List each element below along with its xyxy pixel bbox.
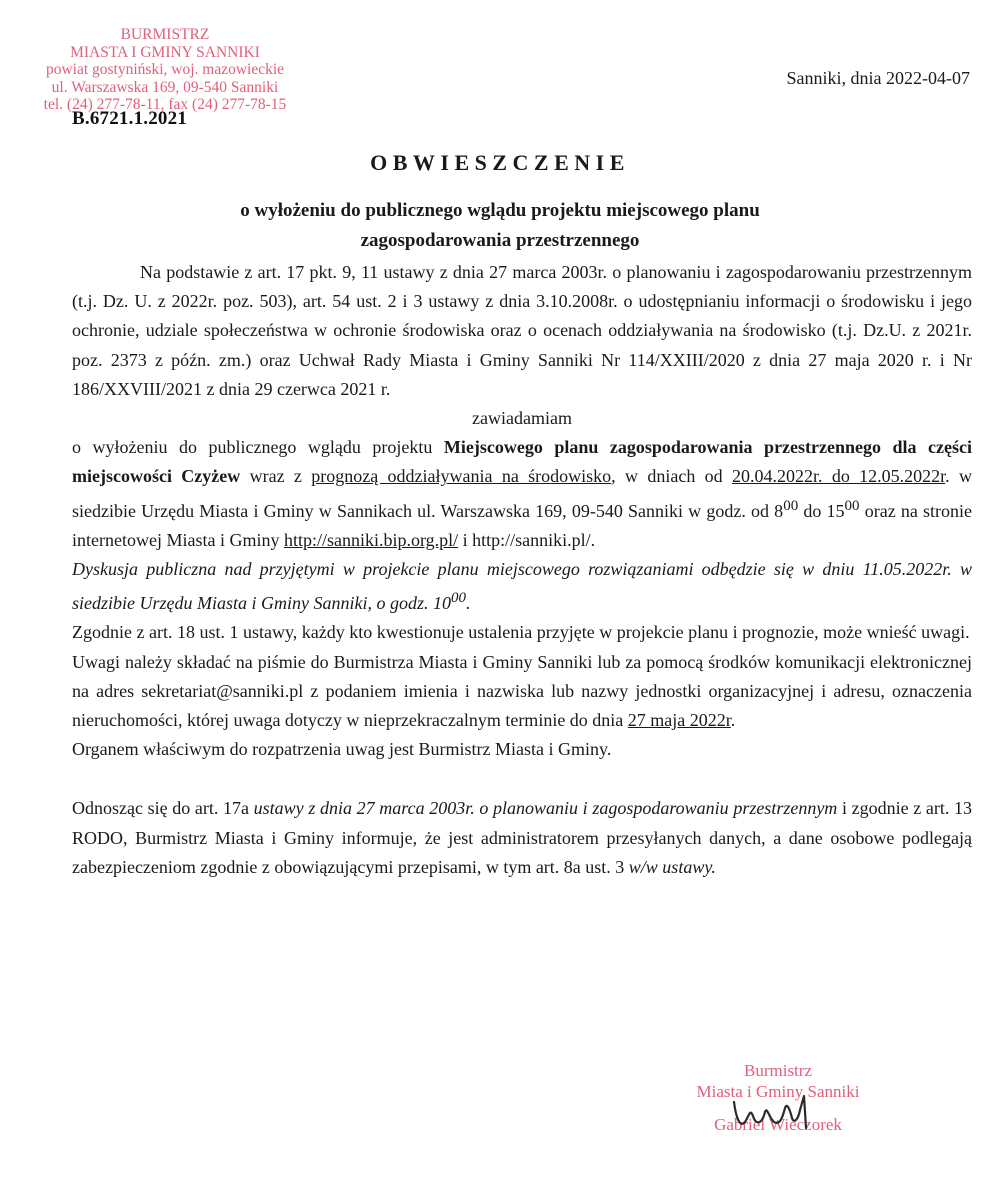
stamp-line-4: ul. Warszawska 169, 09-540 Sanniki — [51, 78, 279, 96]
italic-span: ustawy z dnia 27 marca 2003r. o planowaniu i zagospodarowaniu przestrzennym — [253, 798, 838, 819]
place-date: Sanniki, dnia 2022-04-07 — [786, 68, 970, 88]
italic-span: w/w ustawy. — [628, 856, 716, 877]
exposure-paragraph — [72, 433, 972, 555]
text-span: Dyskusja publiczna nad przyjętymi w projekcie planu miejscowego rozwiązaniami odbędzie się w dniu 11.05.2022r. w siedzibie Urzędu Miasta i Gminy Sanniki, o godz. 10 — [72, 559, 972, 614]
subtitle-line-1: o wyłożeniu do publicznego wglądu projektu miejscowego planu — [240, 200, 760, 221]
rodo-paragraph — [72, 794, 972, 882]
stamp-line-2: MIASTA I GMINY SANNIKI — [70, 43, 260, 61]
superscript: 00 — [450, 590, 466, 607]
superscript: 00 — [844, 497, 860, 514]
text-span: oraz na stronie internetowej Miasta i Gminy — [72, 500, 973, 550]
plan-name: Miejscowego planu zagospodarowania przestrzennego dla części miejscowości Czyżew — [72, 437, 972, 487]
text-span: , w dniach od — [611, 466, 732, 487]
reference-number: B.6721.1.2021 — [72, 108, 188, 129]
text-span: i zgodnie z art. 13 RODO, Burmistrz Miasta i Gminy informuje, że jest administratorem przesyłanych danych, a dane osobowe podlegają zabezpieczeniom zgodnie z obowiązującymi przepisami, w tym art. 8a ust. 3 — [72, 798, 972, 877]
stamp-line-1: BURMISTRZ — [120, 26, 210, 43]
signature-line-1: Burmistrz — [744, 1061, 812, 1080]
text-span: i http://sanniki.pl/. — [458, 529, 596, 550]
superscript: 00 — [783, 497, 799, 514]
text-span: o wyłożeniu do publicznego wglądu projektu — [72, 437, 444, 458]
notify-word: zawiadamiam — [472, 408, 572, 429]
text-span: wraz z — [240, 466, 312, 487]
document-subtitle — [0, 196, 1000, 256]
deadline-date: 27 maja 2022r — [627, 710, 731, 731]
signature-line-2: Miasta i Gminy Sanniki — [696, 1082, 860, 1101]
document-body — [72, 258, 972, 882]
public-discussion-paragraph — [72, 555, 972, 618]
text-span: do 15 — [798, 500, 845, 521]
legal-basis-paragraph: Na podstawie z art. 17 pkt. 9, 11 ustawy z dnia 27 marca 2003r. o planowaniu i zagospodarowaniu przestrzennym (t.j. Dz. U. z 2022r. poz. 503), art. 54 ust. 2 i 3 ustawy z dnia 3.10.2008r. o udostępnianiu informacji o środowisku i jego ochronie, udziale społeczeństwa w ochronie środowiska oraz o ocenach oddziaływania na środowisko (t.j. Dz.U. z 2021r. poz. 2373 z późn. zm.) oraz Uchwał Rady Miasta i Gminy Sanniki Nr 114/XXIII/2020 z dnia 27 maja 2020 r. i Nr 186/XXVIII/2021 z dnia 29 czerwca 2021 r. — [72, 262, 972, 399]
signature-name: Gabriel Wieczorek — [714, 1115, 842, 1134]
objection-paragraph: Zgodnie z art. 18 ust. 1 ustawy, każdy kto kwestionuje ustalenia przyjęte w projekcie planu i prognozie, może wnieść uwagi. — [72, 622, 970, 643]
forecast-link[interactable]: prognozą oddziaływania na środowisko — [311, 466, 612, 487]
text-span: . — [730, 710, 736, 731]
stamp-line-5: tel. (24) 277-78-11, fax (24) 277-78-15 — [43, 96, 287, 113]
document-title: OBWIESZCZENIE — [370, 150, 630, 175]
exposure-dates: 20.04.2022r. do 12.05.2022r — [731, 466, 946, 487]
text-span: Uwagi należy składać na piśmie do Burmistrza Miasta i Gminy Sanniki lub za pomocą środków komunikacji elektronicznej na adres sekretariat@sanniki.pl z podaniem imienia i nazwiska lub nazwy jednostki organizacyjnej i adresu, oznaczenia nieruchomości, której uwaga dotyczy w nieprzekraczalnym terminie do dnia — [72, 651, 972, 731]
competent-authority-paragraph: Organem właściwym do rozpatrzenia uwag jest Burmistrz Miasta i Gminy. — [72, 739, 612, 760]
text-span: Odnosząc się do art. 17a — [72, 798, 254, 819]
stamp-line-3: powiat gostyniński, woj. mazowieckie — [45, 61, 285, 78]
official-stamp — [20, 26, 310, 114]
spacer — [72, 764, 972, 794]
bip-link[interactable]: http://sanniki.bip.org.pl/ — [283, 529, 459, 550]
text-span: . w siedzibie Urzędu Miasta i Gminy w Sannikach ul. Warszawska 169, 09-540 Sanniki w godz. od 8 — [72, 466, 972, 521]
submission-paragraph — [72, 648, 972, 736]
subtitle-line-2: zagospodarowania przestrzennego — [360, 230, 640, 251]
text-span: . — [465, 593, 471, 614]
handwritten-signature — [728, 1088, 828, 1136]
